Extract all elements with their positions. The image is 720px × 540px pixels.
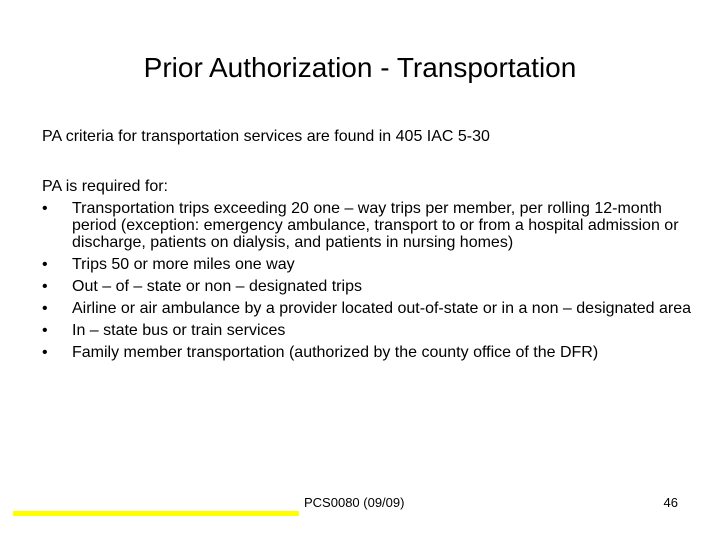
criteria-text: PA criteria for transportation services are found in 405 IAC 5-30 [42,128,490,145]
list-item [42,200,692,251]
bullet-icon: • [42,344,48,361]
intro-text: PA is required for: [42,178,168,195]
requirements-list [42,200,692,366]
footer-page-number: 46 [663,495,678,510]
bullet-icon: • [42,256,48,273]
bullet-icon: • [42,300,48,317]
list-item [42,300,692,317]
list-item-text: In – state bus or train services [72,322,286,339]
list-item [42,344,692,361]
list-item-text: Out – of – state or non – designated trips [72,278,362,295]
bullet-icon: • [42,200,48,217]
slide-title: Prior Authorization - Transportation [143,52,577,83]
footer-accent-line [13,511,299,516]
list-item-text: Airline or air ambulance by a provider located out-of-state or in a non – designated area [72,300,692,317]
list-item [42,256,692,273]
list-item-text: Transportation trips exceeding 20 one – way trips per member, per rolling 12-month period (exception: emergency ambulance, transport to or from a hospital admission or discharge, patients on dialysis, and patients in nursing homes) [72,200,679,251]
list-item-text: Family member transportation (authorized by the county office of the DFR) [72,344,599,361]
bullet-icon: • [42,278,48,295]
list-item [42,322,692,339]
list-item-text: Trips 50 or more miles one way [72,256,295,273]
footer-document-code: PCS0080 (09/09) [304,495,405,510]
bullet-icon: • [42,322,48,339]
list-item [42,278,692,295]
